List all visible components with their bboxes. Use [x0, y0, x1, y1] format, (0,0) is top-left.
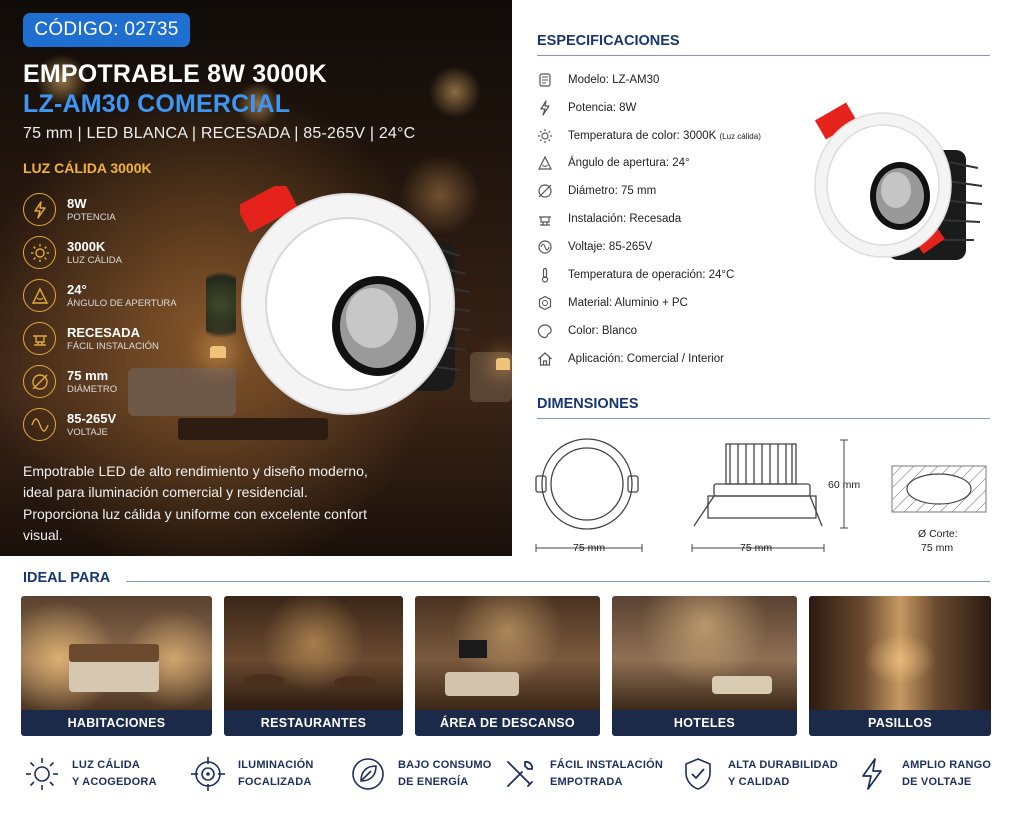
- feature-angle: [23, 279, 177, 312]
- place-label: PASILLOS: [809, 710, 991, 736]
- product-code-badge: CÓDIGO: 02735: [23, 13, 190, 47]
- spec-operating-temp: [537, 267, 734, 283]
- spec-color-temp: [537, 128, 761, 144]
- dimension-drawings: [530, 432, 990, 560]
- material-icon: [537, 295, 553, 311]
- dimensions-divider: [537, 418, 990, 419]
- product-model-title: LZ-AM30 COMERCIAL: [23, 90, 291, 118]
- diameter-icon: [23, 365, 56, 398]
- warm-light-highlight: LUZ CÁLIDA 3000K: [23, 160, 152, 176]
- feature-value: 75 mm: [67, 367, 109, 383]
- feature-diameter: [23, 365, 117, 398]
- spec-color: [537, 323, 637, 339]
- install-icon: [537, 211, 553, 227]
- feature-value: 3000K: [67, 238, 106, 254]
- benefit-line: BAJO CONSUMO: [398, 759, 492, 771]
- downlight-product-image-small: [808, 100, 990, 280]
- place-card-restaurants: [224, 596, 403, 736]
- downlight-product-image: [240, 186, 490, 416]
- benefit-line: LUZ CÁLIDA: [72, 759, 140, 771]
- color-icon: [537, 323, 553, 339]
- place-label: ÁREA DE DESCANSO: [415, 710, 600, 736]
- spec-model: [537, 72, 659, 88]
- sun-icon: [537, 128, 553, 144]
- feature-color-temp: [23, 236, 122, 269]
- shield-check-icon: [680, 756, 716, 792]
- benefit-line: ILUMINACIÓN: [238, 759, 314, 771]
- spec-text: Voltaje: 85-265V: [568, 241, 653, 253]
- feature-label: LUZ CÁLIDA: [67, 254, 122, 266]
- feature-installation: [23, 322, 159, 355]
- benefit-easy-install: [502, 756, 663, 792]
- spec-text: Color: Blanco: [568, 325, 638, 337]
- hallway-image: [809, 596, 991, 711]
- front-width-label: 75 mm: [573, 542, 606, 554]
- feature-value: 8W: [67, 195, 87, 211]
- spec-text: Temperatura de operación: 24°C: [568, 269, 735, 281]
- lounge-image: [415, 596, 600, 711]
- place-card-hallways: [809, 596, 991, 736]
- spec-text: Potencia: 8W: [568, 102, 637, 114]
- specs-heading: ESPECIFICACIONES: [537, 33, 680, 49]
- bolt-icon: [854, 756, 890, 792]
- bedroom-image: [21, 596, 212, 711]
- room-lamp-2: [496, 358, 510, 370]
- diameter-icon: [537, 183, 553, 199]
- feature-label: ÁNGULO DE APERTURA: [67, 297, 177, 309]
- spec-installation: [537, 211, 681, 227]
- room-lamp: [210, 346, 226, 358]
- benefit-voltage-range: [854, 756, 991, 792]
- tools-icon: [502, 756, 538, 792]
- restaurant-image: [224, 596, 403, 711]
- sun-icon: [23, 236, 56, 269]
- place-label: HOTELES: [612, 710, 797, 736]
- spec-text: Aplicación: Comercial / Interior: [568, 353, 724, 365]
- hotel-image: [612, 596, 797, 711]
- leaf-icon: [350, 756, 386, 792]
- spec-text: Material: Aluminio + PC: [568, 297, 688, 309]
- product-title: EMPOTRABLE 8W 3000K: [23, 60, 327, 88]
- ideal-divider: [126, 581, 990, 582]
- benefit-line: AMPLIO RANGO: [902, 759, 992, 771]
- benefit-line: ALTA DURABILIDAD: [728, 759, 838, 771]
- wave-icon: [23, 408, 56, 441]
- feature-label: FÁCIL INSTALACIÓN: [67, 340, 159, 352]
- benefit-line: DE ENERGÍA: [398, 776, 469, 788]
- spec-angle: [537, 155, 690, 171]
- place-card-bedrooms: [21, 596, 212, 736]
- benefit-focused: [190, 756, 314, 792]
- place-card-lounge: [415, 596, 600, 736]
- cut-label: Ø Corte:: [918, 528, 958, 540]
- product-subtitle: 75 mm | LED BLANCA | RECESADA | 85-265V | 24°C: [23, 125, 416, 142]
- spec-voltage: [537, 239, 652, 255]
- benefit-line: FOCALIZADA: [238, 776, 312, 788]
- benefit-line: FÁCIL INSTALACIÓN: [550, 759, 663, 771]
- spec-text: Ángulo de apertura: 24°: [568, 157, 690, 169]
- side-width-label: 75 mm: [740, 542, 773, 554]
- place-label: HABITACIONES: [21, 710, 212, 736]
- angle-icon: [23, 279, 56, 312]
- target-icon: [190, 756, 226, 792]
- spec-text: Diámetro: 75 mm: [568, 185, 657, 197]
- feature-voltage: [23, 408, 116, 441]
- spec-power: [537, 100, 636, 116]
- model-icon: [537, 72, 553, 88]
- spec-diameter: [537, 183, 656, 199]
- room-plant: [206, 260, 236, 350]
- room-table: [178, 418, 328, 440]
- feature-label: DIÁMETRO: [67, 383, 118, 395]
- place-card-hotels: [612, 596, 797, 736]
- sun-icon: [24, 756, 60, 792]
- benefit-warm-light: [24, 756, 157, 792]
- spec-text: Modelo: LZ-AM30: [568, 74, 660, 86]
- specs-divider: [537, 55, 990, 56]
- bolt-icon: [537, 100, 553, 116]
- benefit-line: Y ACOGEDORA: [72, 776, 157, 788]
- recessed-icon: [23, 322, 56, 355]
- ideal-heading: IDEAL PARA: [23, 570, 111, 586]
- spec-note: (Luz cálida): [719, 131, 761, 141]
- feature-label: POTENCIA: [67, 211, 116, 223]
- spec-application: [537, 351, 724, 367]
- thermometer-icon: [537, 267, 553, 283]
- feature-value: RECESADA: [67, 324, 140, 340]
- place-label: RESTAURANTES: [224, 710, 403, 736]
- benefit-line: EMPOTRADA: [550, 776, 623, 788]
- feature-power: [23, 193, 116, 226]
- spec-material: [537, 295, 688, 311]
- feature-value: 85-265V: [67, 410, 117, 426]
- product-description: Empotrable LED de alto rendimiento y diseño moderno, ideal para iluminación comercial y residencial. Proporciona luz cálida y uniforme con excelente confort visual.: [23, 463, 368, 543]
- bolt-icon: [23, 193, 56, 226]
- room-sofa: [128, 368, 236, 416]
- angle-icon: [537, 155, 553, 171]
- feature-label: VOLTAJE: [67, 426, 108, 438]
- voltage-icon: [537, 239, 553, 255]
- spec-text: Instalación: Recesada: [568, 213, 682, 225]
- hero-panel: [0, 0, 512, 556]
- benefit-low-consumption: [350, 756, 491, 792]
- dimensions-heading: DIMENSIONES: [537, 396, 639, 412]
- feature-value: 24°: [67, 281, 87, 297]
- cut-value: 75 mm: [921, 542, 954, 554]
- benefit-durability: [680, 756, 838, 792]
- height-label: 60 mm: [828, 479, 861, 491]
- benefit-line: DE VOLTAJE: [902, 776, 972, 788]
- spec-text: Temperatura de color: 3000K: [568, 130, 717, 142]
- benefit-line: Y CALIDAD: [728, 776, 790, 788]
- home-icon: [537, 351, 553, 367]
